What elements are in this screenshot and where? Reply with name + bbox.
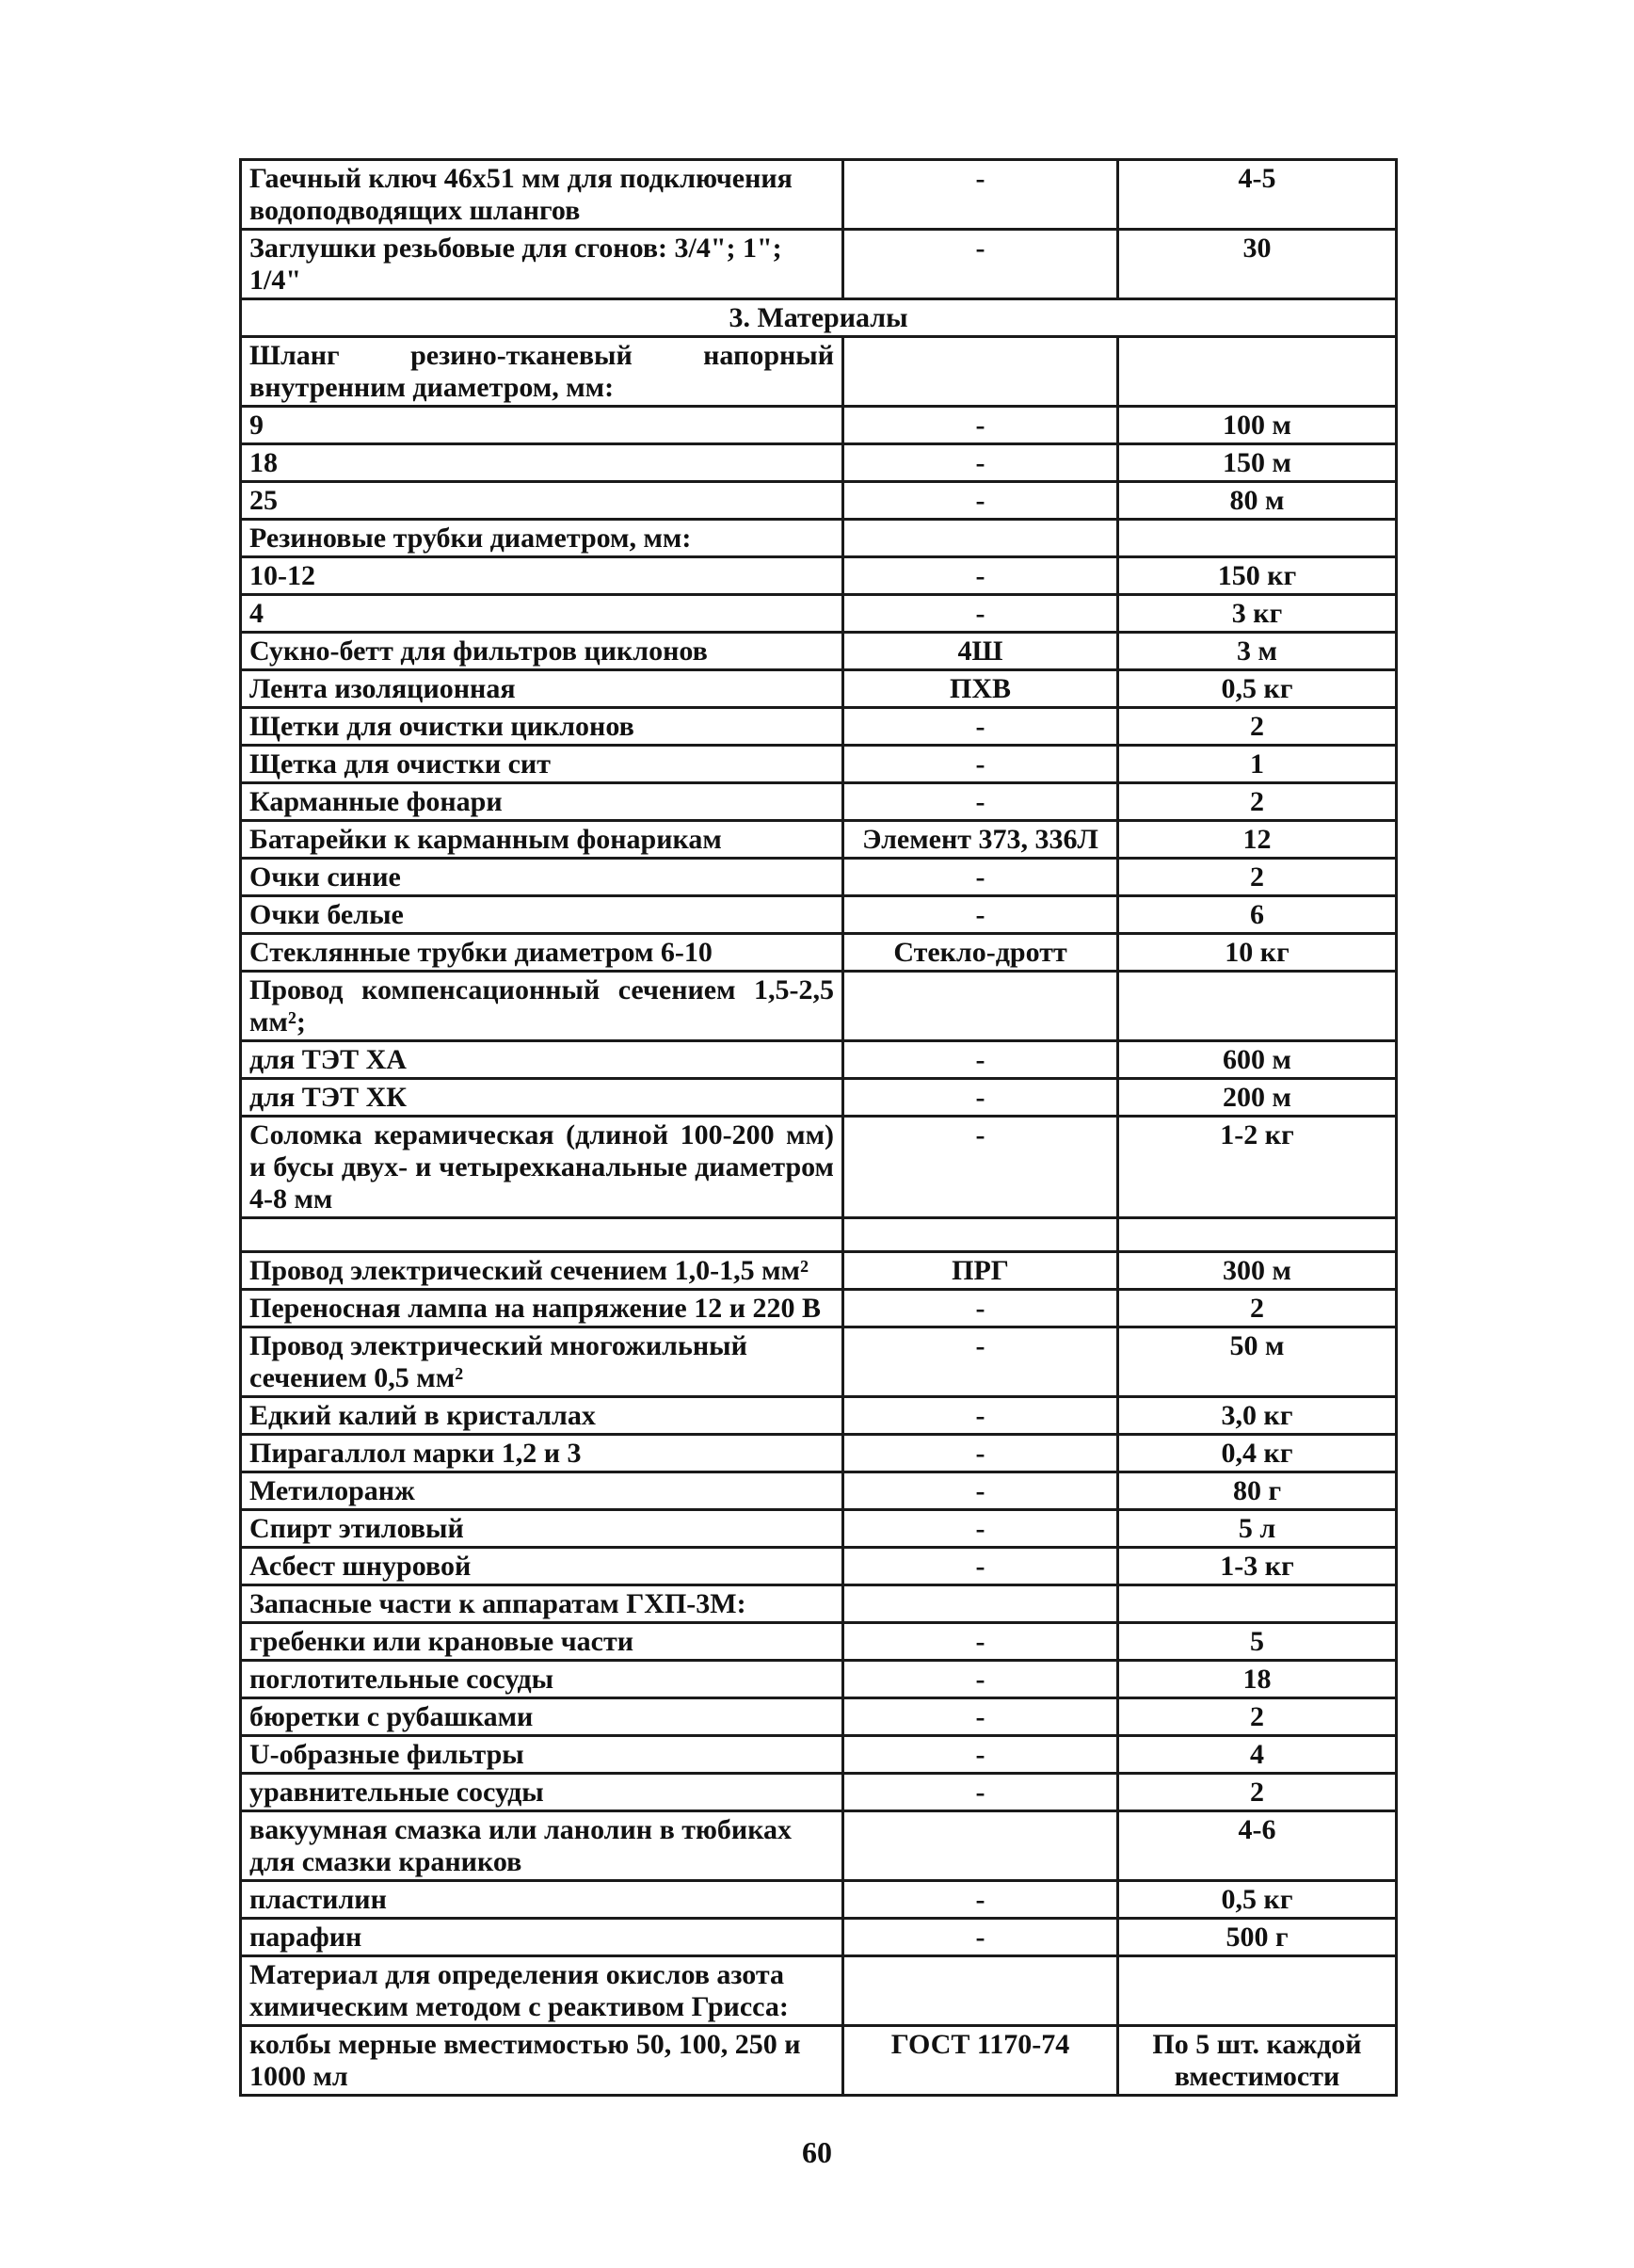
item-quantity-cell: [1118, 972, 1397, 1041]
item-name-cell: Заглушки резьбовые для сгонов: 3/4"; 1"; 1/4": [241, 230, 843, 299]
table-row: [241, 1774, 1397, 1811]
table-row: [241, 1919, 1397, 1956]
table-row: [241, 444, 1397, 482]
table-row: [241, 1548, 1397, 1585]
item-mark-cell: -: [843, 482, 1118, 520]
item-mark-cell: -: [843, 1472, 1118, 1510]
item-quantity-cell: [1118, 1956, 1397, 2026]
table-row: [241, 1117, 1397, 1218]
item-name-cell: для ТЭТ ХА: [241, 1041, 843, 1079]
item-mark-cell: [843, 1218, 1118, 1252]
table-row: [241, 859, 1397, 896]
item-mark-cell: -: [843, 1623, 1118, 1661]
item-name-cell: Батарейки к карманным фонарикам: [241, 821, 843, 859]
item-name-cell: парафин: [241, 1919, 843, 1956]
item-quantity-cell: По 5 шт. каждой вместимости: [1118, 2026, 1397, 2096]
item-mark-cell: -: [843, 160, 1118, 230]
item-name-cell: Сукно-бетт для фильтров циклонов: [241, 633, 843, 670]
table-row: [241, 557, 1397, 595]
item-quantity-cell: 2: [1118, 1774, 1397, 1811]
table-row: [241, 1736, 1397, 1774]
table-row: [241, 337, 1397, 407]
item-name-cell: Щетка для очистки сит: [241, 746, 843, 783]
table-row: [241, 972, 1397, 1041]
item-quantity-cell: 80 г: [1118, 1472, 1397, 1510]
item-quantity-cell: 0,4 кг: [1118, 1435, 1397, 1472]
item-name-cell: Материал для определения окислов азота химическим методом с реактивом Грисса:: [241, 1956, 843, 2026]
item-mark-cell: -: [843, 1881, 1118, 1919]
item-mark-cell: -: [843, 407, 1118, 444]
item-name-cell: 25: [241, 482, 843, 520]
table-row: [241, 1956, 1397, 2026]
item-name-cell: колбы мерные вместимостью 50, 100, 250 и 1000 мл: [241, 2026, 843, 2096]
table-row: [241, 1041, 1397, 1079]
item-name-cell: гребенки или крановые части: [241, 1623, 843, 1661]
item-quantity-cell: 5 л: [1118, 1510, 1397, 1548]
materials-table-body: [241, 160, 1397, 2096]
item-mark-cell: -: [843, 1698, 1118, 1736]
item-mark-cell: -: [843, 1661, 1118, 1698]
item-name-cell: для ТЭТ ХК: [241, 1079, 843, 1117]
item-quantity-cell: [1118, 337, 1397, 407]
item-mark-cell: -: [843, 708, 1118, 746]
table-row: [241, 1623, 1397, 1661]
item-mark-cell: -: [843, 1041, 1118, 1079]
item-quantity-cell: 1: [1118, 746, 1397, 783]
item-mark-cell: -: [843, 1397, 1118, 1435]
item-quantity-cell: 300 м: [1118, 1252, 1397, 1290]
table-row: [241, 821, 1397, 859]
item-mark-cell: -: [843, 1435, 1118, 1472]
item-mark-cell: [843, 1585, 1118, 1623]
item-name-cell: [241, 1218, 843, 1252]
item-mark-cell: -: [843, 1919, 1118, 1956]
table-row: [241, 160, 1397, 230]
item-mark-cell: ПХВ: [843, 670, 1118, 708]
item-name-cell: Шланг резино-тканевый напорный внутренним диаметром, мм:: [241, 337, 843, 407]
item-mark-cell: [843, 520, 1118, 557]
item-name-cell: поглотительные сосуды: [241, 1661, 843, 1698]
item-name-cell: Переносная лампа на напряжение 12 и 220 В: [241, 1290, 843, 1327]
table-row: [241, 633, 1397, 670]
item-quantity-cell: 6: [1118, 896, 1397, 934]
table-row: [241, 1079, 1397, 1117]
table-row: [241, 520, 1397, 557]
table-row: [241, 1397, 1397, 1435]
item-quantity-cell: 0,5 кг: [1118, 1881, 1397, 1919]
item-name-cell: Асбест шнуровой: [241, 1548, 843, 1585]
item-name-cell: Очки синие: [241, 859, 843, 896]
item-quantity-cell: 500 г: [1118, 1919, 1397, 1956]
item-quantity-cell: 18: [1118, 1661, 1397, 1698]
item-mark-cell: -: [843, 1736, 1118, 1774]
table-row: [241, 746, 1397, 783]
table-row: [241, 783, 1397, 821]
item-quantity-cell: [1118, 1218, 1397, 1252]
item-name-cell: бюретки с рубашками: [241, 1698, 843, 1736]
table-row: [241, 2026, 1397, 2096]
section-title: 3. Материалы: [241, 299, 1397, 337]
item-name-cell: Очки белые: [241, 896, 843, 934]
item-quantity-cell: 2: [1118, 1290, 1397, 1327]
item-quantity-cell: 10 кг: [1118, 934, 1397, 972]
item-quantity-cell: 100 м: [1118, 407, 1397, 444]
item-name-cell: вакуумная смазка или ланолин в тюбиках для смазки краников: [241, 1811, 843, 1881]
item-name-cell: 9: [241, 407, 843, 444]
item-quantity-cell: 150 м: [1118, 444, 1397, 482]
item-mark-cell: -: [843, 1327, 1118, 1397]
table-row: [241, 1510, 1397, 1548]
item-quantity-cell: 30: [1118, 230, 1397, 299]
table-row: [241, 230, 1397, 299]
item-name-cell: Провод электрический многожильный сечением 0,5 мм²: [241, 1327, 843, 1397]
table-row: [241, 1472, 1397, 1510]
item-quantity-cell: 3,0 кг: [1118, 1397, 1397, 1435]
item-mark-cell: -: [843, 1774, 1118, 1811]
item-quantity-cell: 12: [1118, 821, 1397, 859]
item-quantity-cell: 4: [1118, 1736, 1397, 1774]
item-quantity-cell: 3 кг: [1118, 595, 1397, 633]
item-mark-cell: Стекло-дротт: [843, 934, 1118, 972]
item-name-cell: 4: [241, 595, 843, 633]
item-name-cell: Провод компенсационный сечением 1,5-2,5 мм²;: [241, 972, 843, 1041]
table-row: [241, 1811, 1397, 1881]
item-mark-cell: -: [843, 783, 1118, 821]
item-quantity-cell: 4-6: [1118, 1811, 1397, 1881]
table-row: [241, 1435, 1397, 1472]
item-quantity-cell: 2: [1118, 708, 1397, 746]
item-name-cell: Пирагаллол марки 1,2 и 3: [241, 1435, 843, 1472]
item-quantity-cell: 2: [1118, 859, 1397, 896]
materials-table: [239, 158, 1398, 2097]
item-quantity-cell: 200 м: [1118, 1079, 1397, 1117]
table-row: [241, 896, 1397, 934]
item-name-cell: U-образные фильтры: [241, 1736, 843, 1774]
item-quantity-cell: 2: [1118, 1698, 1397, 1736]
item-mark-cell: -: [843, 595, 1118, 633]
item-name-cell: Лента изоляционная: [241, 670, 843, 708]
item-mark-cell: [843, 1811, 1118, 1881]
item-name-cell: Едкий калий в кристаллах: [241, 1397, 843, 1435]
item-name-cell: Провод электрический сечением 1,0-1,5 мм²: [241, 1252, 843, 1290]
page-number: 60: [802, 2135, 832, 2169]
item-mark-cell: -: [843, 230, 1118, 299]
item-name-cell: Стеклянные трубки диаметром 6-10: [241, 934, 843, 972]
item-mark-cell: 4Ш: [843, 633, 1118, 670]
item-name-cell: Спирт этиловый: [241, 1510, 843, 1548]
item-name-cell: 10-12: [241, 557, 843, 595]
item-mark-cell: -: [843, 1510, 1118, 1548]
item-quantity-cell: [1118, 1585, 1397, 1623]
item-quantity-cell: 2: [1118, 783, 1397, 821]
item-name-cell: Щетки для очистки циклонов: [241, 708, 843, 746]
item-quantity-cell: 600 м: [1118, 1041, 1397, 1079]
item-mark-cell: [843, 972, 1118, 1041]
item-mark-cell: -: [843, 1117, 1118, 1218]
item-name-cell: пластилин: [241, 1881, 843, 1919]
table-row: [241, 1661, 1397, 1698]
item-mark-cell: -: [843, 444, 1118, 482]
item-quantity-cell: 4-5: [1118, 160, 1397, 230]
item-name-cell: Карманные фонари: [241, 783, 843, 821]
table-row: [241, 1252, 1397, 1290]
item-quantity-cell: 3 м: [1118, 633, 1397, 670]
item-mark-cell: -: [843, 746, 1118, 783]
item-name-cell: Соломка керамическая (длиной 100-200 мм) и бусы двух- и четырехканальные диаметром 4-8 мм: [241, 1117, 843, 1218]
item-mark-cell: [843, 1956, 1118, 2026]
section-header-row: [241, 299, 1397, 337]
table-row: [241, 482, 1397, 520]
item-quantity-cell: 1-3 кг: [1118, 1548, 1397, 1585]
table-row: [241, 1881, 1397, 1919]
item-quantity-cell: 80 м: [1118, 482, 1397, 520]
table-row: [241, 595, 1397, 633]
item-mark-cell: Элемент 373, 336Л: [843, 821, 1118, 859]
table-row: [241, 1698, 1397, 1736]
item-mark-cell: -: [843, 859, 1118, 896]
item-quantity-cell: 5: [1118, 1623, 1397, 1661]
item-mark-cell: -: [843, 896, 1118, 934]
item-quantity-cell: 150 кг: [1118, 557, 1397, 595]
item-quantity-cell: 0,5 кг: [1118, 670, 1397, 708]
item-mark-cell: -: [843, 557, 1118, 595]
item-quantity-cell: [1118, 520, 1397, 557]
table-row: [241, 1290, 1397, 1327]
table-row: [241, 407, 1397, 444]
item-quantity-cell: 1-2 кг: [1118, 1117, 1397, 1218]
item-name-cell: уравнительные сосуды: [241, 1774, 843, 1811]
item-quantity-cell: 50 м: [1118, 1327, 1397, 1397]
table-row: [241, 670, 1397, 708]
table-row: [241, 1327, 1397, 1397]
item-mark-cell: ПРГ: [843, 1252, 1118, 1290]
item-mark-cell: [843, 337, 1118, 407]
item-name-cell: 18: [241, 444, 843, 482]
table-row: [241, 934, 1397, 972]
item-name-cell: Резиновые трубки диаметром, мм:: [241, 520, 843, 557]
item-name-cell: Запасные части к аппаратам ГХП-3М:: [241, 1585, 843, 1623]
table-row: [241, 1218, 1397, 1252]
table-row: [241, 1585, 1397, 1623]
item-mark-cell: -: [843, 1079, 1118, 1117]
item-mark-cell: -: [843, 1548, 1118, 1585]
item-mark-cell: -: [843, 1290, 1118, 1327]
item-name-cell: Гаечный ключ 46х51 мм для подключения водоподводящих шлангов: [241, 160, 843, 230]
table-row: [241, 708, 1397, 746]
item-mark-cell: ГОСТ 1170-74: [843, 2026, 1118, 2096]
item-name-cell: Метилоранж: [241, 1472, 843, 1510]
